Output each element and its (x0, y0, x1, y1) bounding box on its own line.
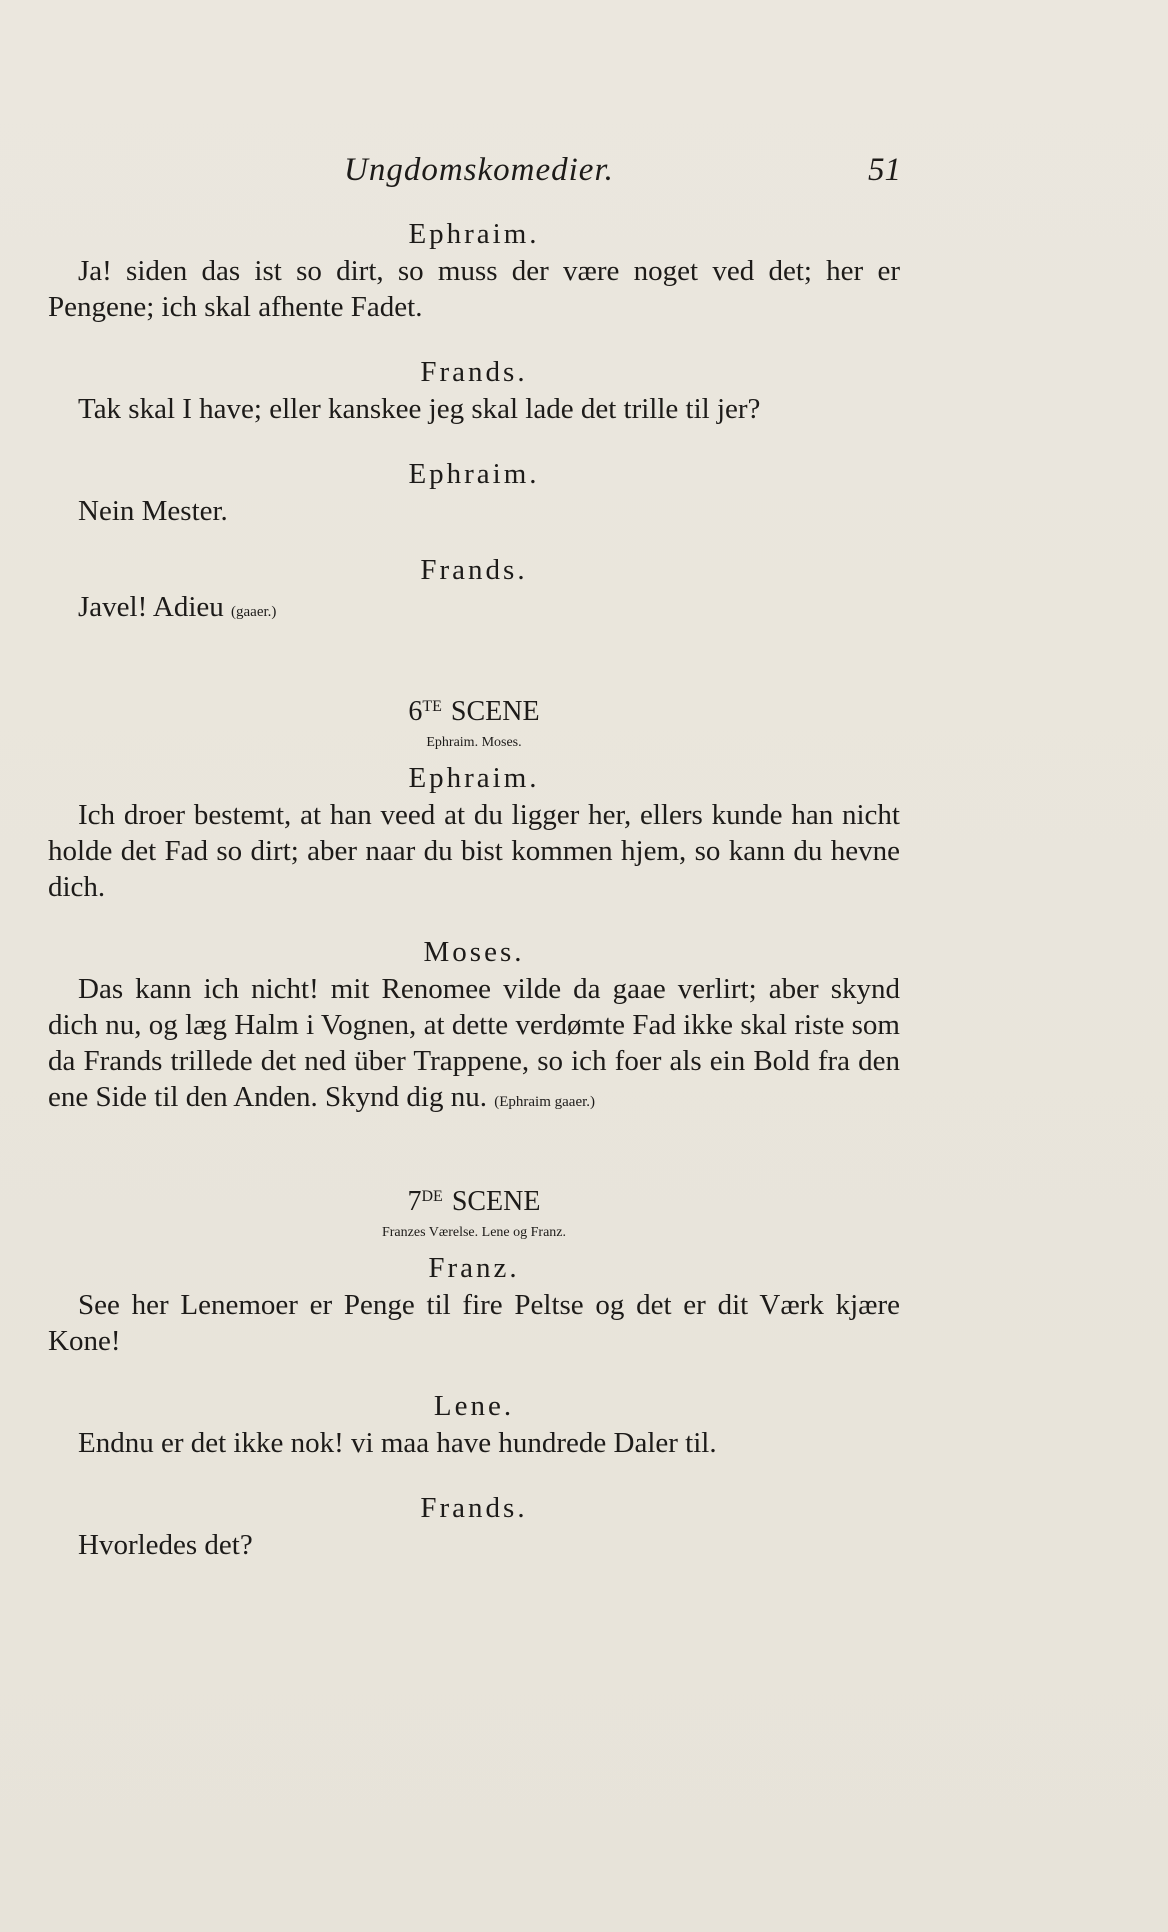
speech-paragraph: Nein Mester. (78, 495, 228, 527)
speaker-name: Frands. (420, 356, 528, 388)
speaker-name: Frands. (420, 554, 528, 586)
speech-text: Das kann ich nicht! mit Renomee vilde da gaae verlirt; aber skynd dich nu, og læg Halm i Vognen, at dette verdømte Fad ikke skal riste som da Frands trillede det ned über Trappene, so ich foer als ein Bold fra den ene Side til den Anden. Skynd dig nu. (48, 973, 900, 1113)
speech-paragraph (48, 589, 900, 630)
running-title: Ungdomskomedier. (344, 152, 614, 188)
speech-paragraph: Hvorledes det? (78, 1529, 253, 1561)
speech-paragraph (48, 971, 900, 1120)
stage-direction: (gaaer.) (231, 604, 277, 620)
speaker-name: Ephraim. (408, 218, 540, 250)
speaker-name: Moses. (423, 936, 525, 968)
scene-heading (48, 690, 900, 729)
speech-paragraph: Ja! siden das ist so dirt, so muss der være noget ved det; her er Pengene; ich skal afhente Fadet. (48, 255, 900, 323)
page-number: 51 (868, 152, 901, 188)
speaker-name: Lene. (433, 1390, 515, 1422)
scene-characters: Franzes Værelse. Lene og Franz. (381, 1225, 567, 1240)
scene-number-suffix: DE (421, 1188, 443, 1205)
speaker-name: Ephraim. (408, 458, 540, 490)
speech-paragraph: Ich droer bestemt, at han veed at du ligger her, ellers kunde han nicht holde det Fad so dirt; aber naar du bist kommen hjem, so kann du hevne dich. (48, 799, 900, 903)
speaker-name: Frands. (420, 1492, 528, 1524)
scene-word: SCENE (450, 696, 540, 727)
speech-text: Javel! Adieu (78, 591, 224, 623)
body-text (48, 215, 900, 1563)
scene-heading (48, 1180, 900, 1219)
speech-paragraph: See her Lenemoer er Penge til fire Peltse og det er dit Værk kjære Kone! (48, 1289, 900, 1357)
speech-paragraph: Endnu er det ikke nok! vi maa have hundrede Daler til. (78, 1427, 717, 1459)
scene-number-suffix: TE (422, 698, 442, 715)
stage-direction: (Ephraim gaaer.) (494, 1094, 596, 1110)
scene-characters: Ephraim. Moses. (426, 735, 522, 750)
speaker-name: Franz. (428, 1252, 520, 1284)
scene-number: 6 (408, 696, 423, 727)
speaker-name: Ephraim. (408, 762, 540, 794)
scene-word: SCENE (451, 1186, 541, 1217)
page-header (0, 152, 1168, 192)
scene-number: 7 (407, 1186, 422, 1217)
speech-paragraph: Tak skal I have; eller kanskee jeg skal lade det trille til jer? (78, 393, 761, 425)
